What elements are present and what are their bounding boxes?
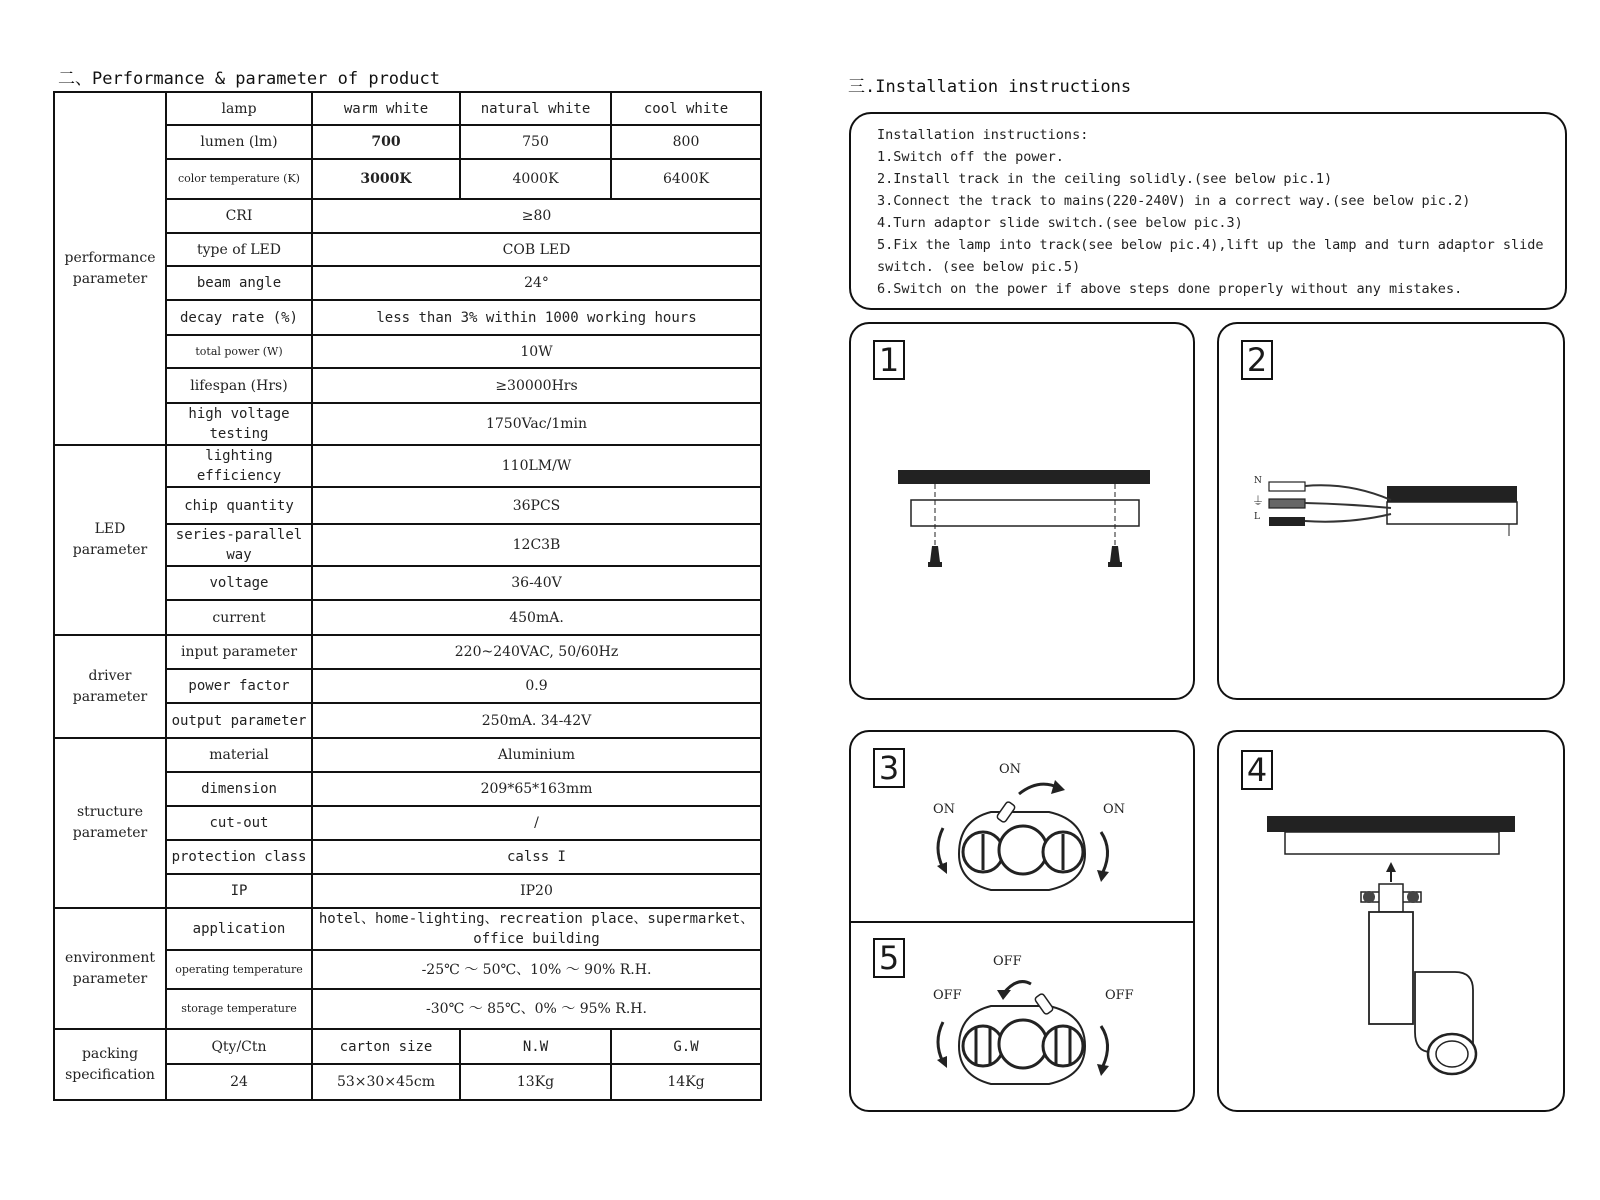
- parameter-value-cell: 12C3B: [312, 524, 761, 566]
- figure-number: 1: [873, 340, 905, 380]
- lamp-mounting-illustration: [1219, 732, 1567, 1114]
- adaptor-switch-on: [937, 780, 1109, 890]
- parameter-value-cell: 6400K: [611, 159, 761, 199]
- figure-number: 4: [1241, 750, 1273, 790]
- parameter-table: [53, 91, 762, 1101]
- parameter-value-cell: Aluminium: [312, 738, 761, 772]
- parameter-value-cell: -25℃ ～ 50℃、10% ～ 90% R.H.: [312, 950, 761, 989]
- screw-icon: [1108, 546, 1122, 567]
- parameter-value-cell: 209*65*163mm: [312, 772, 761, 806]
- parameter-label-cell: color temperature (K): [166, 159, 312, 199]
- off-label-right: OFF: [1105, 988, 1134, 1003]
- parameter-label-cell: Qty/Ctn: [166, 1029, 312, 1064]
- parameter-value-cell: carton size: [312, 1029, 460, 1064]
- figure-1-panel: [849, 322, 1195, 700]
- parameter-label-cell: protection class: [166, 840, 312, 874]
- parameter-group-cell: driver parameter: [54, 635, 166, 738]
- figure-number: 2: [1241, 340, 1273, 380]
- table-row: [54, 1029, 761, 1064]
- parameter-label-cell: high voltage testing: [166, 403, 312, 445]
- off-label-left: OFF: [933, 988, 962, 1003]
- parameter-value-cell: 3000K: [312, 159, 460, 199]
- parameter-value-cell: 10W: [312, 335, 761, 368]
- figure-number: 5: [873, 938, 905, 978]
- parameter-label-cell: decay rate (%): [166, 300, 312, 335]
- parameter-value-cell: ≥30000Hrs: [312, 368, 761, 403]
- parameter-value-cell: 24°: [312, 266, 761, 300]
- parameter-label-cell: lighting efficiency: [166, 445, 312, 487]
- parameter-label-cell: series-parallel way: [166, 524, 312, 566]
- parameter-label-cell: beam angle: [166, 266, 312, 300]
- parameter-label-cell: total power (W): [166, 335, 312, 368]
- instruction-step: 3.Connect the track to mains(220-240V) in a correct way.(see below pic.2): [877, 193, 1471, 209]
- parameter-value-cell: 250mA. 34-42V: [312, 703, 761, 738]
- parameter-label-cell: application: [166, 908, 312, 950]
- left-section-title: 二、Performance & parameter of product: [58, 69, 440, 89]
- right-section-title: 三.Installation instructions: [848, 77, 1132, 97]
- parameter-group-cell: packing specification: [54, 1029, 166, 1100]
- table-row: [54, 908, 761, 950]
- instruction-step: 5.Fix the lamp into track(see below pic.4),lift up the lamp and turn adaptor slide: [877, 237, 1544, 253]
- parameter-value-cell: 110LM/W: [312, 445, 761, 487]
- parameter-label-cell: dimension: [166, 772, 312, 806]
- parameter-value-cell: less than 3% within 1000 working hours: [312, 300, 761, 335]
- parameter-label-cell: input parameter: [166, 635, 312, 669]
- parameter-label-cell: cut-out: [166, 806, 312, 840]
- slide-switch-illustration: [851, 732, 1197, 1114]
- track-lamp-icon: [1369, 912, 1476, 1074]
- figure-2-panel: [1217, 322, 1565, 700]
- parameter-label-cell: storage temperature: [166, 989, 312, 1029]
- parameter-label-cell: power factor: [166, 669, 312, 703]
- wiring-illustration: [1219, 324, 1567, 702]
- off-label-top: OFF: [993, 954, 1022, 969]
- screw-icon: [928, 546, 942, 567]
- parameter-value-cell: warm white: [312, 92, 460, 125]
- on-label-top: ON: [999, 762, 1022, 777]
- installation-instructions-box: [849, 112, 1567, 310]
- instruction-step: 4.Turn adaptor slide switch.(see below pic.3): [877, 215, 1243, 231]
- parameter-value-cell: calss I: [312, 840, 761, 874]
- parameter-label-cell: 24: [166, 1064, 312, 1100]
- parameter-value-cell: 0.9: [312, 669, 761, 703]
- parameter-value-cell: hotel、home-lighting、recreation place、supermarket、 office building: [312, 908, 761, 950]
- parameter-value-cell: 220~240VAC, 50/60Hz: [312, 635, 761, 669]
- parameter-value-cell: N.W: [460, 1029, 611, 1064]
- wire-earth-icon: ⏚: [1252, 494, 1265, 508]
- parameter-value-cell: 750: [460, 125, 611, 159]
- parameter-value-cell: IP20: [312, 874, 761, 908]
- instruction-step: 2.Install track in the ceiling solidly.(see below pic.1): [877, 171, 1333, 187]
- parameter-group-cell: structure parameter: [54, 738, 166, 908]
- parameter-label-cell: IP: [166, 874, 312, 908]
- parameter-group-cell: performance parameter: [54, 92, 166, 445]
- parameter-label-cell: lifespan (Hrs): [166, 368, 312, 403]
- instruction-step: switch. (see below pic.5): [877, 259, 1081, 275]
- parameter-value-cell: /: [312, 806, 761, 840]
- wire-live-label: L: [1254, 512, 1260, 522]
- ceiling-track-illustration: [851, 324, 1197, 702]
- on-label-left: ON: [933, 802, 956, 817]
- parameter-value-cell: 1750Vac/1min: [312, 403, 761, 445]
- parameter-label-cell: current: [166, 600, 312, 635]
- parameter-value-cell: cool white: [611, 92, 761, 125]
- parameter-value-cell: 800: [611, 125, 761, 159]
- wire-neutral-label: N: [1254, 476, 1262, 486]
- parameter-label-cell: operating temperature: [166, 950, 312, 989]
- parameter-value-cell: 4000K: [460, 159, 611, 199]
- parameter-group-cell: LED parameter: [54, 445, 166, 635]
- parameter-value-cell: 450mA.: [312, 600, 761, 635]
- parameter-value-cell: natural white: [460, 92, 611, 125]
- figure-3-5-panel: [849, 730, 1195, 1112]
- parameter-label-cell: material: [166, 738, 312, 772]
- table-row: [54, 635, 761, 669]
- adaptor-head-icon: [1361, 884, 1421, 912]
- parameter-label-cell: CRI: [166, 199, 312, 233]
- parameter-label-cell: output parameter: [166, 703, 312, 738]
- instruction-step: 6.Switch on the power if above steps done properly without any mistakes.: [877, 281, 1463, 297]
- parameter-value-cell: -30℃ ～ 85℃、0% ～ 95% R.H.: [312, 989, 761, 1029]
- parameter-label-cell: lamp: [166, 92, 312, 125]
- figure-4-panel: [1217, 730, 1565, 1112]
- parameter-value-cell: 14Kg: [611, 1064, 761, 1100]
- instruction-step: 1.Switch off the power.: [877, 149, 1064, 165]
- parameter-label-cell: lumen (lm): [166, 125, 312, 159]
- parameter-value-cell: 13Kg: [460, 1064, 611, 1100]
- parameter-value-cell: G.W: [611, 1029, 761, 1064]
- parameter-value-cell: COB LED: [312, 233, 761, 266]
- parameter-label-cell: chip quantity: [166, 487, 312, 524]
- adaptor-switch-off: [937, 982, 1109, 1084]
- table-row: [54, 445, 761, 487]
- parameter-group-cell: environment parameter: [54, 908, 166, 1029]
- instructions-heading: Installation instructions:: [877, 127, 1089, 143]
- figure-number: 3: [873, 748, 905, 788]
- on-label-right: ON: [1103, 802, 1126, 817]
- parameter-value-cell: 700: [312, 125, 460, 159]
- parameter-label-cell: type of LED: [166, 233, 312, 266]
- parameter-label-cell: voltage: [166, 566, 312, 600]
- table-row: [54, 738, 761, 772]
- parameter-value-cell: 36-40V: [312, 566, 761, 600]
- table-row: [54, 92, 761, 125]
- parameter-value-cell: 36PCS: [312, 487, 761, 524]
- parameter-value-cell: 53×30×45cm: [312, 1064, 460, 1100]
- parameter-value-cell: ≥80: [312, 199, 761, 233]
